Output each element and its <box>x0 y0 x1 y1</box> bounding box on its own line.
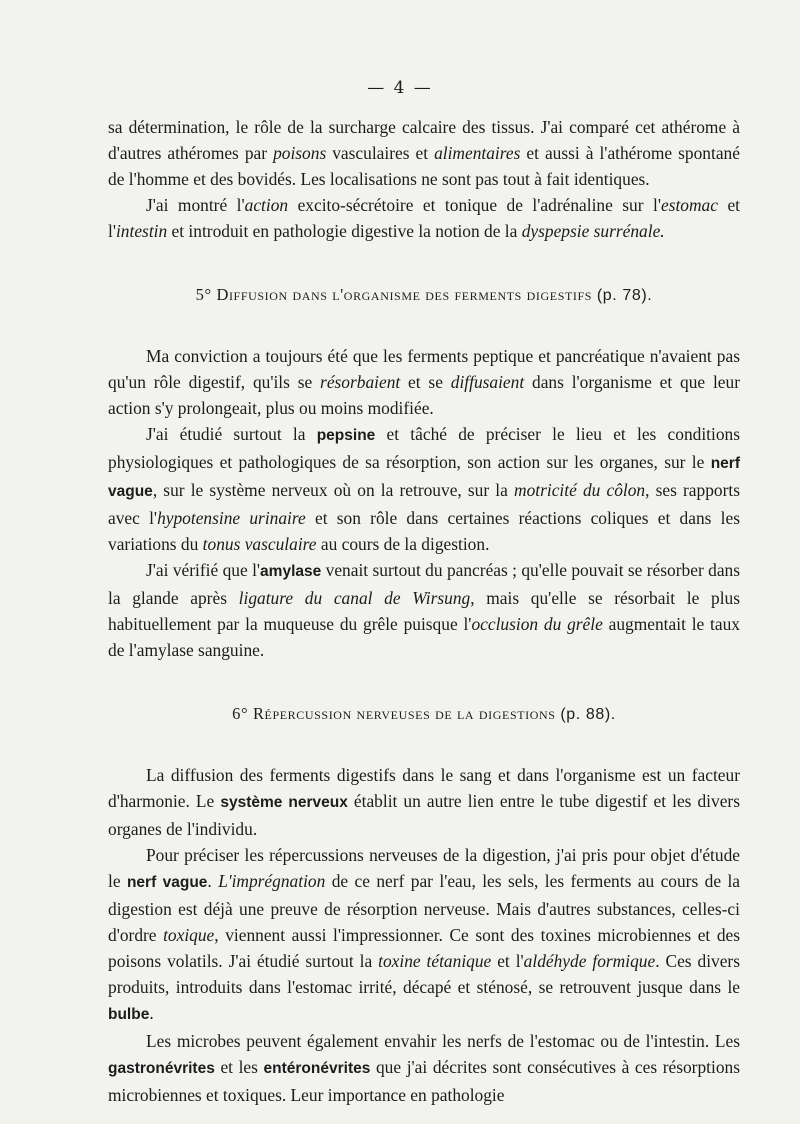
text-run: excito-sécrétoire et tonique de l'adrénaline sur l' <box>288 195 661 215</box>
text-run: J'ai montré l' <box>146 195 245 215</box>
text-run: La diffusion des ferments digestifs dans le sang et dans l'organisme est un facteur d'harmonie. Le <box>108 765 740 811</box>
text-run: . <box>149 1003 154 1023</box>
italic-term: ligature du canal de Wirsung <box>238 588 471 608</box>
paragraph <box>108 114 740 192</box>
italic-term: dyspepsie surrénale. <box>521 221 665 241</box>
text-run: , ses rapports avec l' <box>108 480 741 528</box>
intro-block <box>108 114 740 244</box>
italic-term: hypotensine urinaire <box>157 508 306 528</box>
italic-term: toxine tétanique <box>378 951 492 971</box>
page-reference: (p. 88). <box>560 706 616 723</box>
italic-term: action <box>244 195 289 215</box>
paragraph <box>108 762 740 842</box>
text-run: et aussi à l'athérome spontané de l'homme et des bovidés. Les localisations ne sont pas tout à fait identiques. <box>108 143 740 189</box>
text-run: venait surtout du pancréas ; qu'elle pouvait se résorber dans la glande après <box>108 560 740 608</box>
bold-term: nerf vague <box>108 455 740 500</box>
bold-term: amylase <box>260 563 322 580</box>
italic-term: aldéhyde formique <box>523 951 656 971</box>
italic-term: alimentaires <box>434 143 521 163</box>
page-reference: (p. 78). <box>596 287 653 304</box>
text-run: de ce nerf par l'eau, les sels, les ferments au cours de la digestion est déjà une preuve de résorption nerveuse. Mais d'autres substances, celles-ci d'ordre <box>108 871 741 945</box>
italic-term: occlusion du grêle <box>471 614 603 634</box>
paragraph <box>108 842 740 1028</box>
text-run: au cours de la digestion. <box>316 534 490 554</box>
section-body-repercussion <box>108 762 740 1108</box>
text-column <box>108 114 740 1108</box>
text-run: Les microbes peuvent également envahir les nerfs de l'estomac ou de l'intestin. Les <box>146 1031 740 1051</box>
bold-term: bulbe <box>108 1006 150 1023</box>
text-run: Ma conviction a toujours été que les ferments peptique et pancréatique n'avaient pas qu'un rôle digestif, qu'ils se <box>108 346 740 392</box>
italic-term: estomac <box>660 195 718 215</box>
text-run: J'ai vérifié que l' <box>146 560 261 580</box>
text-run: augmentait le taux de l'amylase sanguine. <box>108 614 740 660</box>
text-run: J'ai étudié surtout la <box>146 424 317 444</box>
paragraph <box>108 192 740 244</box>
text-run: , viennent aussi l'impressionner. Ce sont des toxines microbiennes et des poisons volatils. J'ai étudié surtout la <box>108 925 740 971</box>
section-title: 5° Diffusion dans l'organisme des ferments digestifs <box>195 285 593 304</box>
bold-term: système nerveux <box>220 794 348 811</box>
text-run: et introduit en pathologie digestive la notion de la <box>167 221 522 241</box>
text-run: et l' <box>491 951 524 971</box>
page-number: — 4 — <box>367 78 433 98</box>
text-run: dans l'organisme et que leur action s'y prolongeait, plus ou moins modifiée. <box>108 372 740 418</box>
text-run: que j'ai décrites sont consécutives à ces résorptions microbiennes et toxiques. Leur importance en pathologie <box>108 1057 740 1105</box>
section-body-diffusion <box>108 343 740 663</box>
text-run: . <box>207 871 219 891</box>
text-run: . Ces divers produits, introduits dans l'estomac irrité, décapé et sténosé, se retrouvent jusque dans le <box>108 951 740 997</box>
bold-term: gastronévrites <box>108 1060 215 1077</box>
paragraph <box>108 1028 740 1108</box>
paragraph <box>108 557 740 663</box>
italic-term: motricité du côlon <box>514 480 646 500</box>
italic-term: toxique <box>163 925 215 945</box>
italic-term: tonus vasculaire <box>202 534 317 554</box>
italic-term: poisons <box>273 143 327 163</box>
section-title: 6° Répercussion nerveuses de la digestions <box>232 704 556 723</box>
paragraph <box>108 343 740 421</box>
text-run: établit un autre lien entre le tube digestif et les divers organes de l'individu. <box>108 791 740 839</box>
bold-term: entéronévrites <box>263 1060 371 1077</box>
section-heading-diffusion <box>108 282 740 309</box>
section-heading-repercussion <box>108 701 740 728</box>
italic-term: intestin <box>115 221 168 241</box>
text-run: vasculaires et <box>326 143 435 163</box>
bold-term: nerf vague <box>126 874 208 891</box>
italic-term: diffusaient <box>450 372 525 392</box>
italic-term: L'imprégnation <box>218 871 326 891</box>
text-run: , sur le système nerveux où on la retrouve, sur la <box>152 480 515 500</box>
text-run: et son rôle dans certaines réactions coliques et dans les variations du <box>108 508 740 554</box>
text-run: Pour préciser les répercussions nerveuses de la digestion, j'ai pris pour objet d'étude le <box>108 845 740 891</box>
bold-term: pepsine <box>316 427 376 444</box>
text-run: sa détermination, le rôle de la surcharge calcaire des tissus. J'ai comparé cet athérome à d'autres athéromes par <box>108 117 740 163</box>
text-run: et tâché de préciser le lieu et les conditions physiologiques et pathologiques de sa résorption, son action sur les organes, sur le <box>108 424 740 472</box>
text-run: et se <box>400 372 451 392</box>
text-run: , mais qu'elle se résorbait le plus habituellement par la muqueuse du grêle puisque l' <box>108 588 741 634</box>
paragraph <box>108 421 740 557</box>
text-run: et les <box>214 1057 264 1077</box>
italic-term: résorbaient <box>320 372 401 392</box>
text-run: et l' <box>108 195 741 241</box>
